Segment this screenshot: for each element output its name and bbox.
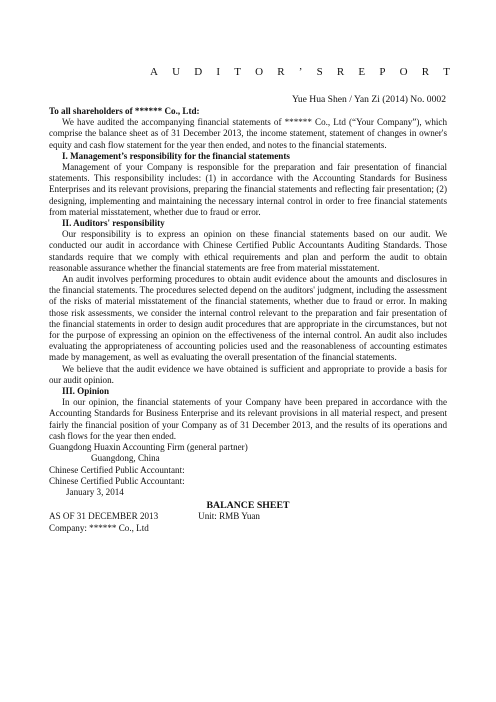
- title-letter: T: [443, 66, 450, 78]
- section-heading-auditors: II. Auditors' responsibility: [62, 218, 165, 229]
- management-paragraph: Management of your Company is responsible for the preparation and fair presentation of financial statements. This responsibility includes: (1) in accordance with the Accounting Standards for Business Enterprises and its relevant provisions, preparing the financial statements and reflecting fair presentation; (2) designing, implementing and maintaining the necessary internal control in order to free financial statements from material misstatement, whether due to fraud or error.: [49, 162, 447, 217]
- title-letter: R: [277, 66, 285, 78]
- opinion-paragraph: In our opinion, the financial statements of your Company have been prepared in accordance with the Accounting Standards for Business Enterprise and its relevant provisions in all material respect, and present fairly the financial position of your Company as of 31 December 2013, and the results of its operations and cash flows for the year then ended.: [49, 397, 447, 441]
- title-letter: E: [358, 66, 366, 78]
- title-letter: U: [172, 66, 181, 78]
- section-heading-opinion: III. Opinion: [62, 386, 110, 397]
- title-letter: I: [216, 66, 221, 78]
- addressee: To all shareholders of ****** Co., Ltd:: [49, 106, 200, 116]
- title-letter: S: [316, 66, 323, 78]
- balance-sheet-company: Company: ****** Co., Ltd: [49, 522, 149, 533]
- balance-sheet-unit: Unit: RMB Yuan: [198, 511, 260, 522]
- auditors-paragraph-3: We believe that the audit evidence we have obtained is sufficient and appropriate to provide a basis for our audit opinion.: [49, 363, 447, 385]
- balance-sheet-title: BALANCE SHEET: [206, 500, 290, 512]
- intro-paragraph: We have audited the accompanying financial statements of ****** Co., Ltd (“Your Company”), which comprise the balance sheet as of 31 December 2013, the income statement, statement of changes in owner's equity and cash flow statement for the year then ended, and notes to the financial statements.: [49, 117, 447, 150]
- title-letter: R: [421, 66, 430, 78]
- report-date: January 3, 2014: [66, 486, 124, 497]
- firm-location: Guangdong, China: [91, 453, 160, 464]
- title-letter: D: [194, 66, 203, 78]
- cpa-signature-1: Chinese Certified Public Accountant:: [49, 464, 185, 475]
- title-letter: R: [336, 66, 345, 78]
- title-letter: O: [255, 66, 264, 78]
- section-heading-management: I. Management’s responsibility for the financial statements: [62, 150, 290, 161]
- balance-sheet-date: AS OF 31 DECEMBER 2013: [49, 511, 159, 522]
- auditors-paragraph-1: Our responsibility is to express an opinion on these financial statements based on our audit. We conducted our audit in accordance with Chinese Certified Public Accountants Auditing Standards. Those standards require that we comply with ethical requirements and plan and perform the audit to obtain reasonable assurance whether the financial statements are free from material misstatement.: [49, 229, 447, 273]
- title-letter: P: [379, 66, 386, 78]
- auditors-paragraph-2: An audit involves performing procedures to obtain audit evidence about the amounts and disclosures in the financial statements. The procedures selected depend on the auditors' judgment, including the assessment of the risks of material misstatement of the financial statements, whether due to fraud or error. In making those risk assessments, we consider the internal control relevant to the preparation and fair presentation of the financial statements in order to design audit procedures that are appropriate in the circumstances, but not for the purpose of expressing an opinion on the effectiveness of the internal control. An audit also includes evaluating the appropriateness of accounting policies used and the reasonableness of accounting estimates made by management, as well as evaluating the overall presentation of the financial statements.: [49, 274, 447, 363]
- title-letter: ’: [298, 66, 303, 78]
- report-reference-number: Yue Hua Shen / Yan Zi (2014) No. 0002: [291, 94, 446, 105]
- report-body: [49, 106, 447, 534]
- title-letter: A: [150, 66, 158, 78]
- firm-name: Guangdong Huaxin Accounting Firm (general partner): [49, 442, 248, 453]
- cpa-signature-2: Chinese Certified Public Accountant:: [49, 475, 185, 486]
- title-letter: O: [399, 66, 408, 78]
- title-letter: T: [234, 66, 241, 78]
- report-title: [150, 66, 450, 78]
- balance-sheet-subtitle-row: [49, 511, 447, 522]
